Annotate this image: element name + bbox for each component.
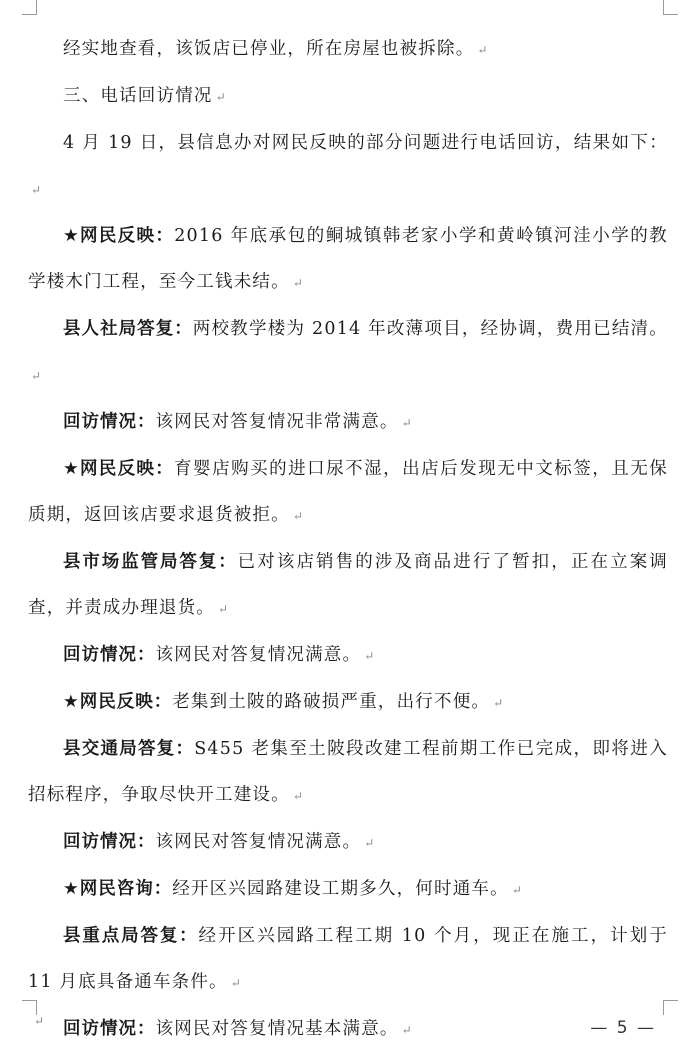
- paragraph-mark: ↵: [230, 976, 241, 990]
- paragraph-label: ★网民反映：: [63, 692, 173, 712]
- page-number: — 5 —: [590, 1018, 656, 1038]
- paragraph-mark: ↵: [477, 43, 488, 57]
- paragraph-mark: ↵: [218, 602, 229, 616]
- paragraph-mark: ↵: [215, 90, 226, 104]
- paragraph: [28, 1006, 668, 1053]
- paragraph-mark: ↵: [364, 649, 375, 663]
- paragraph-mark: ↵: [31, 369, 42, 383]
- paragraph-label: 县重点局答复：: [63, 926, 199, 946]
- paragraph-mark: ↵: [292, 789, 303, 803]
- paragraph-label: 回访情况：: [63, 832, 156, 852]
- paragraph: [28, 632, 668, 679]
- paragraph-text: 该网民对答复情况非常满意。: [155, 412, 399, 432]
- paragraph: [28, 306, 668, 399]
- paragraph: [28, 539, 668, 632]
- paragraph-text: 该网民对答复情况基本满意。: [155, 1019, 399, 1039]
- paragraph-text: 两校教学楼为 2014 年改薄项目，经协调，费用已结清。: [192, 319, 669, 339]
- paragraph-text: 三、电话回访情况: [63, 86, 213, 106]
- paragraph-mark: ↵: [292, 276, 303, 290]
- paragraph-text: 4 月 19 日，县信息办对网民反映的部分问题进行电话回访，结果如下：: [63, 133, 668, 153]
- paragraph-label: ★网民咨询：: [63, 879, 173, 899]
- paragraph-label: 县人社局答复：: [63, 319, 193, 339]
- paragraph-text: 已对该店销售的涉及商品进行了暂扣，正在立案调查，并责成办理退货。: [28, 552, 669, 618]
- paragraph-text: 该网民对答复情况满意。: [155, 645, 362, 665]
- paragraph-text: 该网民对答复情况满意。: [155, 832, 362, 852]
- paragraph-label: 回访情况：: [63, 645, 156, 665]
- corner-mark-top-right: [663, 0, 678, 15]
- paragraph-mark: ↵: [511, 883, 522, 897]
- paragraph-text: S455 老集至土陂段改建工程前期工作已完成，即将进入招标程序，争取尽快开工建设。: [28, 739, 669, 805]
- document-body: [28, 26, 668, 1053]
- paragraph: [28, 726, 668, 819]
- paragraph: [28, 399, 668, 446]
- paragraph-text: 2016 年底承包的鲖城镇韩老家小学和黄岭镇河洼小学的教学楼木门工程，至今工钱未结。: [28, 226, 668, 292]
- paragraph: [28, 866, 668, 913]
- paragraph-text: 老集到土陂的路破损严重，出行不便。: [172, 692, 491, 712]
- paragraph: [28, 26, 668, 73]
- paragraph-mark: ↵: [31, 183, 42, 197]
- paragraph: [28, 913, 668, 1006]
- corner-mark-top-left: [22, 0, 37, 15]
- paragraph: [28, 213, 668, 306]
- paragraph: [28, 120, 668, 213]
- paragraph-label: 县交通局答复：: [63, 739, 195, 759]
- paragraph-text: 经开区兴园路建设工期多久，何时通车。: [172, 879, 509, 899]
- paragraph-mark: ↵: [401, 416, 412, 430]
- paragraph: [28, 446, 668, 539]
- paragraph-mark: ↵: [401, 1023, 412, 1037]
- paragraph: [28, 819, 668, 866]
- paragraph: [28, 679, 668, 726]
- paragraph-label: 回访情况：: [63, 1019, 156, 1039]
- paragraph-mark: ↵: [364, 836, 375, 850]
- paragraph-text: 经实地查看，该饭店已停业，所在房屋也被拆除。: [63, 39, 475, 59]
- paragraph-text: 经开区兴园路工程工期 10 个月，现正在施工，计划于 11 月底具备通车条件。: [28, 926, 669, 992]
- paragraph-label: 县市场监管局答复：: [63, 552, 238, 572]
- paragraph-mark: ↵: [292, 509, 303, 523]
- paragraph-mark: ↵: [493, 696, 504, 710]
- paragraph-label: 回访情况：: [63, 412, 156, 432]
- paragraph-label: ★网民反映：: [63, 459, 175, 479]
- paragraph-label: ★网民反映：: [63, 226, 175, 246]
- paragraph: [28, 73, 668, 120]
- footer-paragraph-mark: ↵: [34, 1014, 45, 1028]
- paragraph-text: 育婴店购买的进口尿不湿，出店后发现无中文标签，且无保质期，返回该店要求退货被拒。: [28, 459, 668, 525]
